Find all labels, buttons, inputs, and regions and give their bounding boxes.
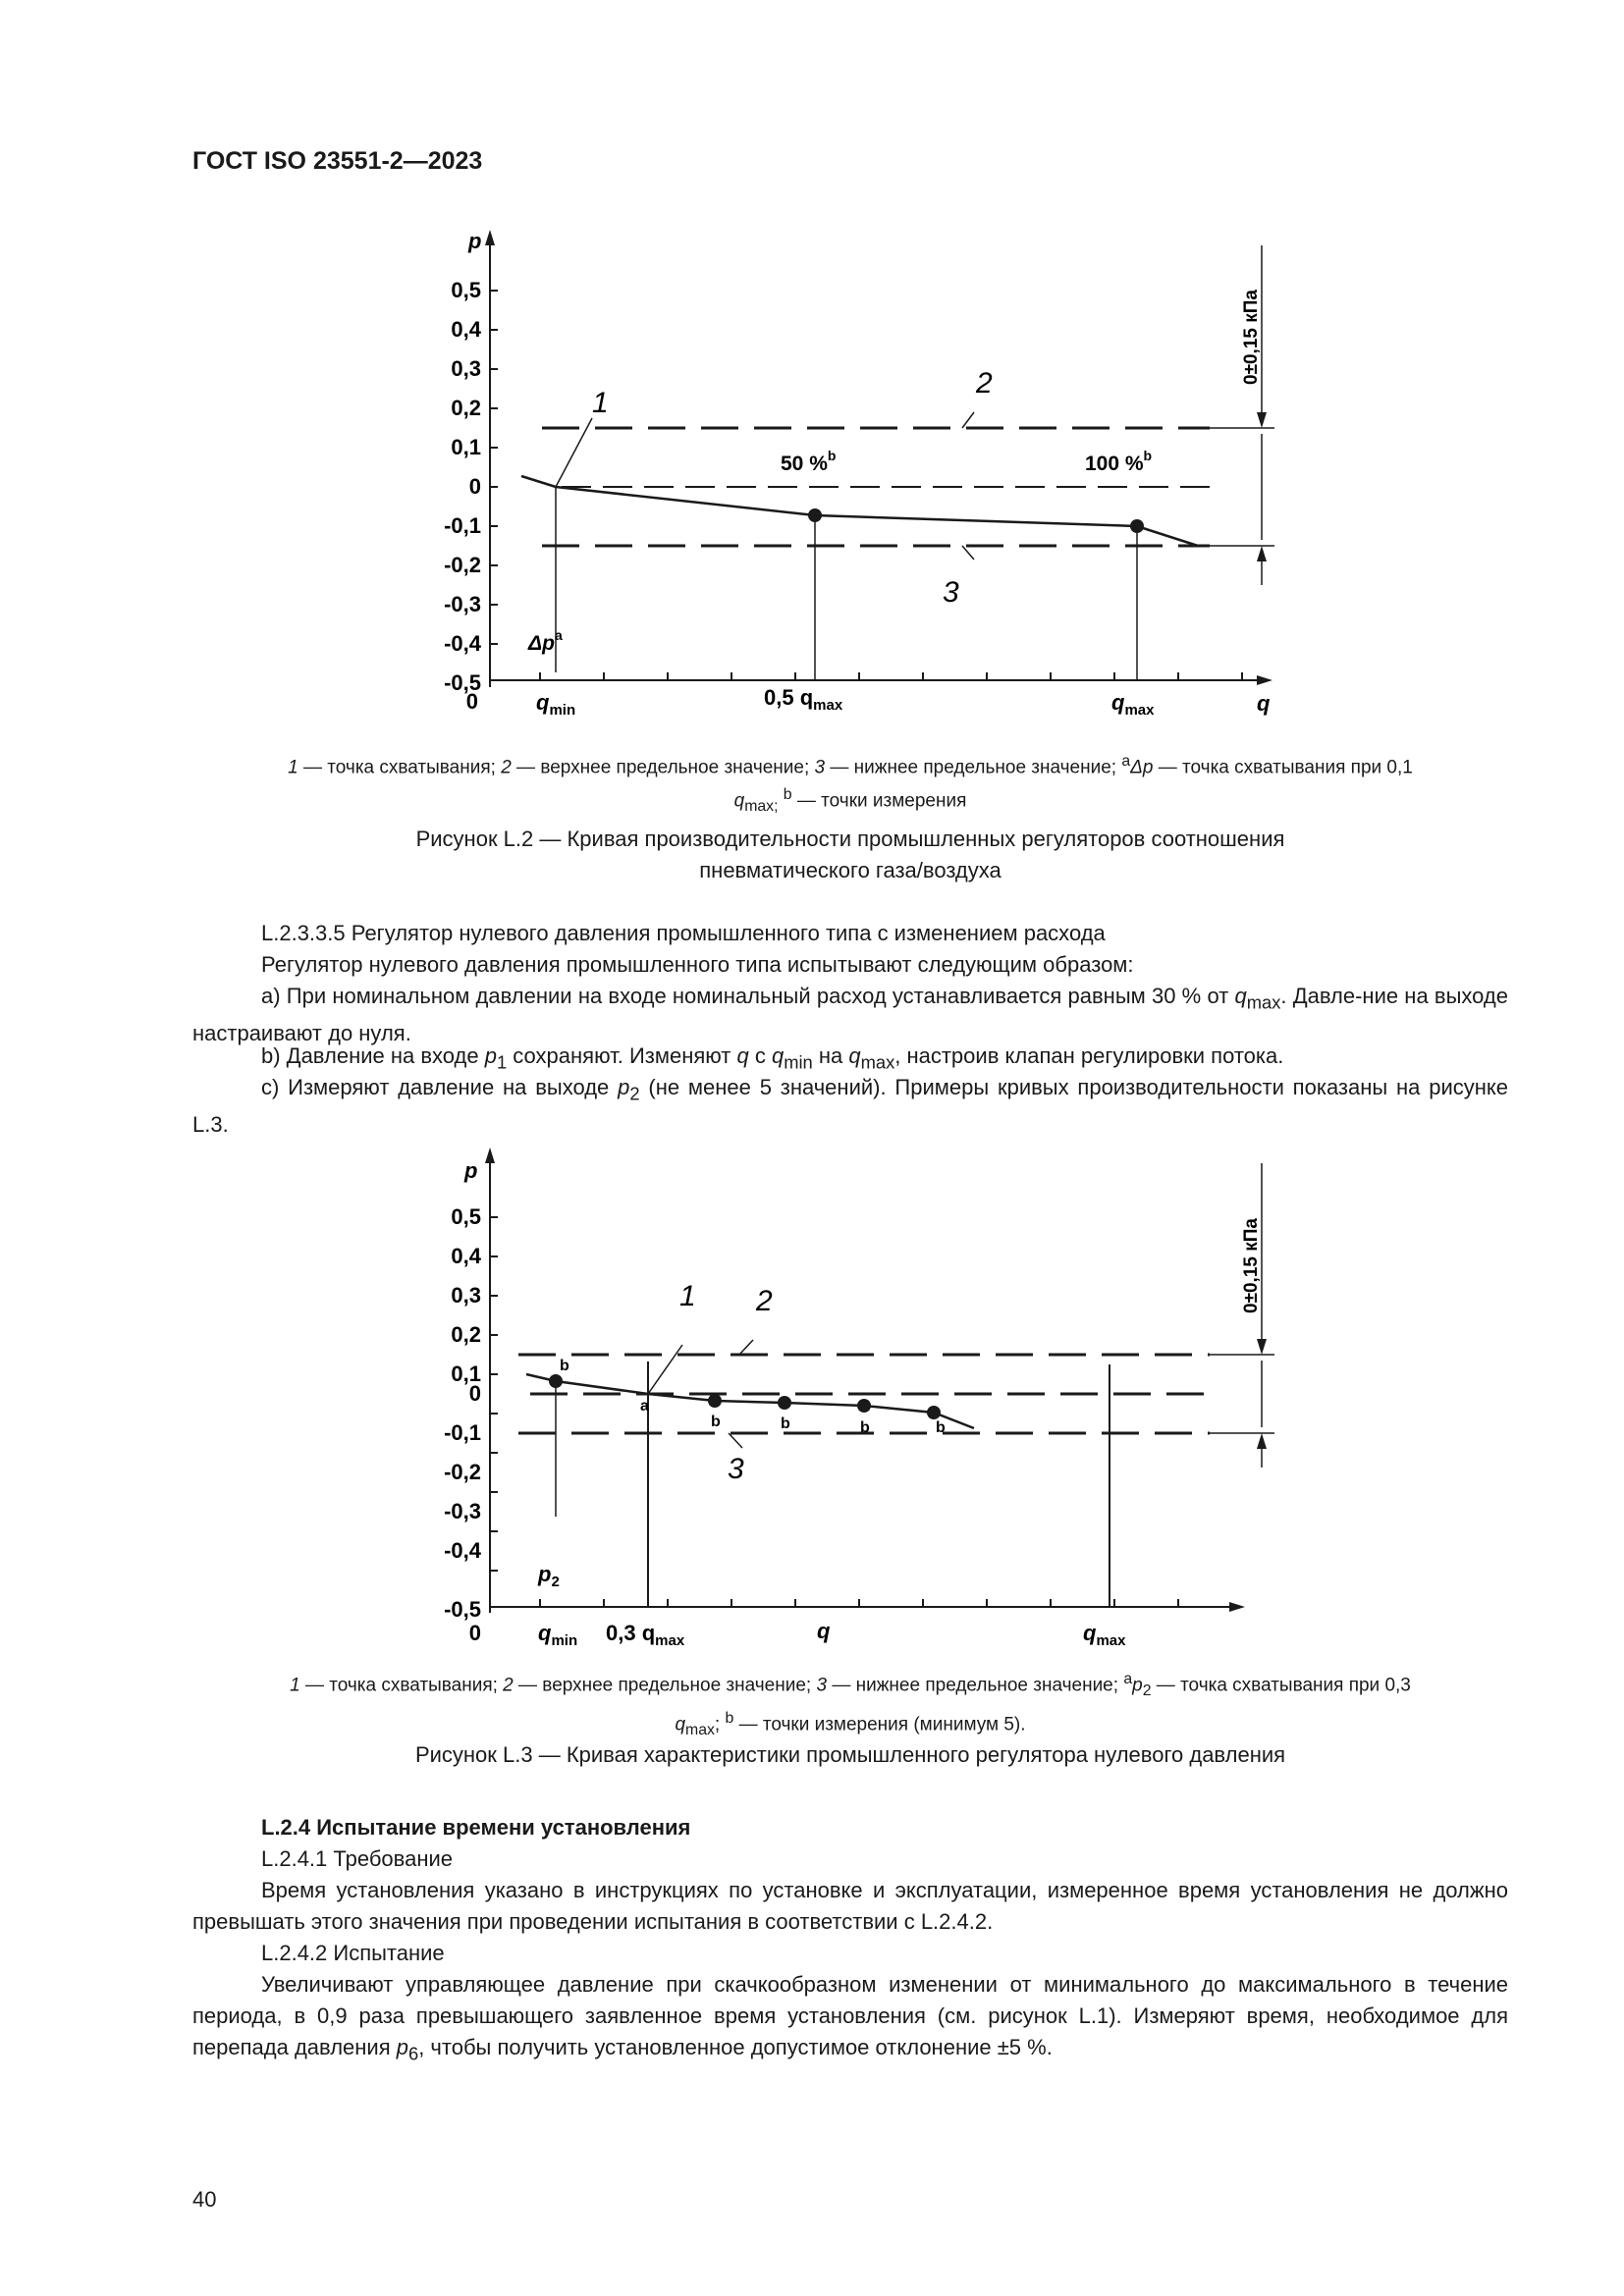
fig1-delta-p-label: $\Delta p^a$ — [528, 627, 563, 655]
fig2-y-tick: 0,5 — [451, 1204, 481, 1229]
fig2-y-tick: -0,2 — [444, 1460, 481, 1484]
fig1-callout-2: 2 — [976, 367, 993, 400]
fig1-y-tick: 0,3 — [451, 356, 481, 381]
fig1-y-tick: -0,4 — [444, 631, 481, 656]
fig1-y-tick: -0,2 — [444, 553, 481, 577]
fig1-point-50: 50 %$^b$ — [781, 448, 837, 475]
fig2-x-qmax-label: $q_{max}$ — [1083, 1621, 1126, 1649]
page-header: ГОСТ ISO 23551-2—2023 — [192, 147, 483, 175]
figure-l3 — [412, 1144, 1296, 1654]
fig2-y-tick: 0,4 — [451, 1244, 481, 1268]
fig2-p2-label: $p_2$ — [538, 1562, 560, 1590]
fig2-y-tick: 0,3 — [451, 1283, 481, 1308]
figure-l2 — [412, 226, 1296, 726]
fig1-x-half-label: 0,5 $q_{max}$ — [764, 685, 843, 714]
fig1-y-tick: -0,3 — [444, 592, 481, 616]
fig1-caption: Рисунок L.2 — Кривая производительности промышленных регуляторов соотношения пневматического газа/воздуха — [415, 827, 1285, 882]
test-text: Увеличивают управляющее давление при скачкообразном изменении от минимального до максимального в течение периода, в 0,9 раза превышающего заявленное время установления (см. рисунок L.1). Измеряют время, необходимое для перепада давления $p_6$, чтобы получить установленное допустимое отклонение ±5 %. — [192, 1972, 1508, 2064]
fig2-y-tick: -0,3 — [444, 1499, 481, 1523]
fig1-y-tick: -0,1 — [444, 513, 481, 538]
fig2-callout-3: 3 — [728, 1453, 744, 1485]
fig2-x-qmin-label: $q_{min}$ — [538, 1621, 578, 1649]
para-b: b) Давление на входе $p_1$ сохраняют. Изменяют q с $q_{min}$ на $q_{max}$, настроив клапан регулировки потока. — [261, 1043, 1284, 1073]
fig1-tolerance-label: 0±0,15 кПа — [1241, 290, 1262, 385]
fig2-x-axis-label: q — [817, 1619, 831, 1643]
fig1-y-tick: 0,1 — [451, 435, 481, 459]
fig1-origin: 0 — [465, 689, 478, 714]
fig1-y-tick: 0,5 — [451, 278, 481, 302]
fig2-point-a: a — [640, 1398, 649, 1415]
fig2-origin: 0 — [468, 1621, 481, 1645]
para-title: L.2.3.3.5 Регулятор нулевого давления промышленного типа с изменением расхода — [261, 921, 1106, 945]
fig2-point-b: b — [936, 1419, 946, 1436]
fig1-x-qmax-label: $q_{max}$ — [1111, 690, 1155, 719]
fig1-callout-1: 1 — [592, 387, 609, 419]
section-heading: L.2.4 Испытание времени установления — [261, 1815, 691, 1840]
fig2-point-b: b — [781, 1415, 790, 1432]
fig1-y-tick: 0,2 — [451, 396, 481, 420]
fig2-point-b: b — [860, 1419, 870, 1436]
fig1-callout-3: 3 — [943, 576, 959, 609]
fig1-y-tick: 0 — [468, 474, 481, 499]
fig2-point-b: b — [711, 1414, 721, 1430]
fig2-caption: Рисунок L.3 — Кривая характеристики промышленного регулятора нулевого давления — [414, 1742, 1286, 1767]
para-c: c) Измеряют давление на выходе $p_2$ (не менее 5 значений). Примеры кривых производительности показаны на рисунке L.3. — [192, 1075, 1509, 1138]
fig2-callout-1: 1 — [679, 1280, 696, 1312]
fig1-y-tick: 0,4 — [451, 317, 481, 342]
fig2-y-tick: -0,5 — [444, 1597, 481, 1622]
fig1-x-qmin-label: $q_{min}$ — [536, 690, 576, 719]
fig2-y-tick: 0,1 — [451, 1362, 481, 1386]
page-number: 40 — [192, 2187, 217, 2212]
requirement-text: Время установления указано в инструкциях по установке и эксплуатации, измеренное время установления не должно превышать этого значения при проведении испытания в соответствии с L.2.4.2. — [192, 1878, 1508, 1934]
fig1-x-axis-label: q — [1257, 691, 1271, 716]
test-title: L.2.4.2 Испытание — [261, 1941, 445, 1965]
fig1-point-100: 100 %$^b$ — [1085, 448, 1153, 475]
fig1-y-axis-label: p — [468, 229, 482, 253]
fig2-y-tick: -0,4 — [444, 1538, 481, 1563]
fig2-y-tick: 0 — [468, 1381, 481, 1406]
para-a: a) При номинальном давлении на входе номинальный расход устанавливается равным 30 % от $q_{max}$. Давле-ние на выходе настраивают до нуля. — [192, 984, 1508, 1046]
fig2-tolerance-label: 0±0,15 кПа — [1241, 1218, 1262, 1313]
fig2-callout-2: 2 — [756, 1285, 773, 1317]
requirement-title: L.2.4.1 Требование — [261, 1846, 454, 1871]
fig2-y-tick: -0,1 — [444, 1420, 481, 1445]
fig2-y-tick: 0,2 — [451, 1322, 481, 1347]
fig2-point-b: b — [560, 1358, 569, 1374]
para-intro: Регулятор нулевого давления промышленного типа испытывают следующим образом: — [261, 952, 1134, 977]
fig2-legend: 1 — точка схватывания; 2 — верхнее предельное значение; 3 — нижнее предельное значение; $^ap_2$ — точка схватывания при 0,3 $q_{max}$; $^b$ — точки измерения (минимум 5). — [290, 1671, 1411, 1739]
fig1-legend: 1 — точка схватывания; 2 — верхнее предельное значение; 3 — нижнее предельное значение; $^a$Δp — точка схватывания при 0,1 $q_{max;}$ $^b$ — точки измерения — [288, 753, 1413, 816]
fig2-y-axis-label: p — [464, 1158, 478, 1183]
fig2-x-03-label: 0,3 $q_{max}$ — [606, 1621, 685, 1649]
fig1-y-tick: -0,5 — [444, 670, 481, 695]
